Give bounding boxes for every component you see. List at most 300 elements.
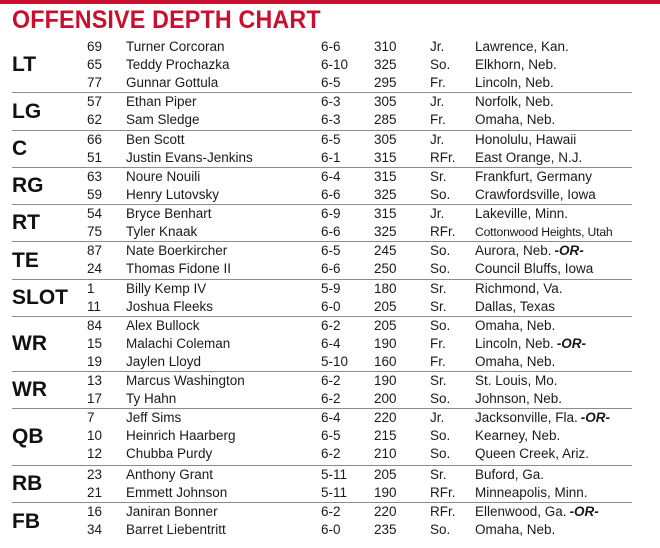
player-row — [12, 223, 632, 241]
player-name-text: Jaylen Lloyd — [126, 354, 202, 369]
player-year — [430, 353, 446, 371]
player-hometown-text: Cottonwood Heights, Utah — [475, 225, 613, 239]
player-number-text: 16 — [87, 504, 103, 519]
player-row — [12, 280, 632, 298]
player-name — [126, 223, 197, 241]
player-weight-text: 305 — [374, 132, 397, 147]
or-marker: -OR- — [580, 410, 611, 425]
player-height-text: 6-4 — [321, 410, 341, 425]
player-hometown — [475, 93, 554, 111]
player-name-text: Ethan Piper — [126, 94, 197, 109]
player-number — [87, 223, 102, 241]
player-weight — [374, 521, 397, 539]
player-name — [126, 427, 236, 445]
player-hometown — [475, 445, 589, 463]
player-weight-text: 325 — [374, 57, 397, 72]
player-height-text: 6-4 — [321, 169, 341, 184]
player-height — [321, 186, 341, 204]
player-weight-text: 305 — [374, 94, 397, 109]
player-name-text: Alex Bullock — [126, 318, 200, 333]
player-hometown — [475, 38, 569, 56]
player-height-text: 6-5 — [321, 243, 341, 258]
player-year — [430, 149, 456, 167]
player-number-text: 19 — [87, 354, 103, 369]
player-number-text: 65 — [87, 57, 103, 72]
player-year — [430, 223, 456, 241]
player-hometown-text: Crawfordsville, Iowa — [475, 187, 596, 202]
player-rows — [12, 317, 632, 371]
player-number — [87, 372, 102, 390]
player-name-text: Nate Boerkircher — [126, 243, 228, 258]
player-name — [126, 298, 213, 316]
player-year — [430, 131, 444, 149]
player-name-text: Thomas Fidone II — [126, 261, 232, 276]
player-rows — [12, 466, 632, 502]
player-row — [12, 74, 632, 92]
player-number — [87, 521, 102, 539]
player-number-text: 77 — [87, 75, 103, 90]
player-hometown — [475, 298, 555, 316]
player-year-text: Sr. — [430, 467, 447, 482]
player-weight — [374, 353, 397, 371]
player-number — [87, 38, 102, 56]
player-row — [12, 409, 632, 427]
player-height-text: 6-10 — [321, 57, 349, 72]
player-weight — [374, 298, 397, 316]
player-number-text: 24 — [87, 261, 103, 276]
player-height — [321, 168, 341, 186]
player-height-text: 6-0 — [321, 522, 341, 537]
player-weight-text: 180 — [374, 281, 397, 296]
player-name-text: Henry Lutovsky — [126, 187, 220, 202]
player-year-text: Jr. — [430, 206, 445, 221]
player-name-text: Marcus Washington — [126, 373, 245, 388]
player-number — [87, 390, 102, 408]
player-hometown-text: Johnson, Neb. — [475, 391, 563, 406]
player-hometown-text: Queen Creek, Ariz. — [475, 446, 590, 461]
player-number-text: 34 — [87, 522, 103, 537]
player-name-text: Turner Corcoran — [126, 39, 225, 54]
player-hometown-text: Council Bluffs, Iowa — [475, 261, 594, 276]
player-height — [321, 260, 341, 278]
position-group — [12, 38, 632, 93]
player-number — [87, 298, 101, 316]
player-year-text: Jr. — [430, 39, 445, 54]
position-label: RG — [12, 174, 44, 197]
player-name-text: Chubba Purdy — [126, 446, 213, 461]
player-hometown-text: Frankfurt, Germany — [475, 169, 593, 184]
player-number — [87, 111, 102, 129]
position-group — [12, 93, 632, 131]
player-year-text: Jr. — [430, 410, 445, 425]
player-height-text: 6-6 — [321, 187, 341, 202]
player-name — [126, 335, 230, 353]
player-name — [126, 317, 200, 335]
player-row — [12, 372, 632, 390]
player-year — [430, 186, 450, 204]
player-height-text: 5-11 — [321, 485, 348, 500]
player-weight-text: 205 — [374, 467, 397, 482]
position-label: TE — [12, 248, 39, 272]
player-number-text: 10 — [87, 428, 103, 443]
player-height — [321, 298, 341, 316]
player-number-text: 66 — [87, 132, 103, 147]
player-number-text: 75 — [87, 224, 103, 239]
player-weight — [374, 149, 397, 167]
player-weight — [374, 74, 397, 92]
player-year — [430, 205, 444, 223]
player-year — [430, 521, 450, 539]
player-hometown-text: Jacksonville, Fla. — [475, 410, 578, 425]
player-name — [126, 521, 226, 539]
player-name-text: Ty Hahn — [126, 391, 177, 406]
position-label: WR — [12, 378, 47, 401]
player-row — [12, 260, 632, 278]
player-number — [87, 186, 102, 204]
position-group — [12, 242, 632, 280]
player-row — [12, 298, 632, 316]
player-height — [321, 390, 341, 408]
player-year-text: So. — [430, 428, 451, 443]
player-year-text: RFr. — [430, 150, 456, 165]
player-year — [430, 298, 447, 316]
player-height-text: 6-6 — [321, 39, 341, 54]
player-weight-text: 205 — [374, 318, 397, 333]
player-year — [430, 409, 444, 427]
player-year — [430, 427, 450, 445]
player-year-text: Fr. — [430, 112, 446, 127]
player-weight — [374, 335, 397, 353]
player-year-text: So. — [430, 261, 451, 276]
player-number — [87, 409, 95, 427]
player-height-text: 6-5 — [321, 428, 341, 443]
player-weight-text: 235 — [374, 522, 397, 537]
player-row — [12, 484, 632, 502]
player-name-text: Joshua Fleeks — [126, 299, 214, 314]
player-weight — [374, 38, 397, 56]
player-name-text: Billy Kemp IV — [126, 281, 207, 296]
player-name — [126, 93, 197, 111]
player-number-text: 15 — [87, 336, 103, 351]
player-weight — [374, 111, 397, 129]
player-number — [87, 466, 102, 484]
position-group — [12, 280, 632, 317]
player-hometown-text: Omaha, Neb. — [475, 522, 556, 537]
position-group — [12, 372, 632, 409]
player-hometown — [475, 390, 562, 408]
player-number-text: 62 — [87, 112, 103, 127]
player-weight — [374, 280, 397, 298]
player-year — [430, 280, 447, 298]
player-hometown-text: Richmond, Va. — [475, 281, 563, 296]
player-height — [321, 149, 341, 167]
player-year-text: Fr. — [430, 336, 446, 351]
player-height — [321, 223, 341, 241]
player-name-text: Janiran Bonner — [126, 504, 218, 519]
player-name-text: Jeff Sims — [126, 410, 182, 425]
player-hometown — [475, 353, 555, 371]
player-name — [126, 131, 185, 149]
player-weight-text: 250 — [374, 261, 397, 276]
player-row — [12, 186, 632, 204]
player-weight — [374, 93, 397, 111]
player-number — [87, 168, 102, 186]
player-height-text: 5-9 — [321, 281, 341, 296]
player-rows — [12, 131, 632, 167]
player-height — [321, 111, 341, 129]
player-weight-text: 220 — [374, 504, 397, 519]
player-height — [321, 409, 341, 427]
player-number-text: 59 — [87, 187, 103, 202]
player-name-text: Emmett Johnson — [126, 485, 228, 500]
player-height-text: 6-3 — [321, 112, 341, 127]
player-weight — [374, 390, 397, 408]
player-name — [126, 445, 212, 463]
player-hometown — [475, 223, 612, 241]
player-number-text: 84 — [87, 318, 103, 333]
player-height-text: 5-10 — [321, 354, 349, 369]
player-hometown — [475, 168, 592, 186]
player-rows — [12, 242, 632, 278]
player-weight — [374, 131, 397, 149]
player-rows — [12, 93, 632, 129]
position-group — [12, 205, 632, 242]
player-hometown-text: Lincoln, Neb. — [475, 75, 554, 90]
player-year-text: Sr. — [430, 169, 447, 184]
player-number — [87, 149, 102, 167]
player-row — [12, 93, 632, 111]
player-weight-text: 190 — [374, 336, 397, 351]
player-height — [321, 521, 341, 539]
player-hometown-text: Omaha, Neb. — [475, 318, 556, 333]
page-title: OFFENSIVE DEPTH CHART — [12, 6, 321, 34]
position-label: FB — [12, 509, 40, 533]
player-number — [87, 335, 102, 353]
player-year-text: RFr. — [430, 504, 456, 519]
player-height — [321, 242, 341, 260]
player-hometown-text: Omaha, Neb. — [475, 112, 556, 127]
player-number — [87, 74, 102, 92]
player-year-text: Fr. — [430, 75, 446, 90]
player-hometown — [475, 521, 555, 539]
player-number — [87, 503, 102, 521]
player-weight — [374, 205, 397, 223]
player-number-text: 23 — [87, 467, 103, 482]
player-height — [321, 466, 347, 484]
player-name-text: Teddy Prochazka — [126, 57, 230, 72]
player-year-text: So. — [430, 187, 451, 202]
player-number — [87, 427, 102, 445]
player-weight-text: 245 — [374, 243, 397, 258]
player-height-text: 6-6 — [321, 224, 341, 239]
player-height-text: 6-0 — [321, 299, 341, 314]
player-hometown-text: Lincoln, Neb. — [475, 336, 554, 351]
position-label: LG — [12, 99, 42, 123]
player-number — [87, 205, 102, 223]
player-name — [126, 149, 253, 167]
player-hometown-text: Lawrence, Kan. — [475, 39, 569, 54]
player-hometown-text: Aurora, Neb. — [475, 243, 552, 258]
player-height-text: 5-11 — [321, 467, 348, 482]
position-group — [12, 317, 632, 372]
position-group — [12, 503, 632, 540]
player-hometown — [475, 242, 584, 260]
player-weight-text: 315 — [374, 206, 397, 221]
player-hometown — [475, 409, 610, 427]
player-name — [126, 38, 225, 56]
player-height-text: 6-5 — [321, 132, 341, 147]
player-hometown-text: Minneapolis, Minn. — [475, 485, 588, 500]
player-hometown-text: Norfolk, Neb. — [475, 94, 554, 109]
player-weight — [374, 427, 397, 445]
player-number — [87, 280, 95, 298]
player-rows — [12, 503, 632, 539]
player-row — [12, 168, 632, 186]
player-weight-text: 200 — [374, 391, 397, 406]
player-height — [321, 131, 341, 149]
player-row — [12, 317, 632, 335]
player-name — [126, 186, 219, 204]
player-row — [12, 131, 632, 149]
player-year — [430, 503, 456, 521]
player-year-text: So. — [430, 243, 451, 258]
title-accent-bar — [0, 0, 660, 4]
depth-chart-groups — [12, 38, 632, 540]
player-year — [430, 335, 446, 353]
player-row — [12, 111, 632, 129]
player-name — [126, 111, 200, 129]
player-height — [321, 353, 348, 371]
player-row — [12, 466, 632, 484]
player-row — [12, 335, 632, 353]
player-weight-text: 310 — [374, 39, 397, 54]
position-label: QB — [12, 425, 44, 448]
player-name — [126, 484, 227, 502]
player-number — [87, 56, 102, 74]
position-group — [12, 131, 632, 168]
player-year — [430, 484, 456, 502]
player-hometown — [475, 466, 544, 484]
player-hometown — [475, 427, 560, 445]
player-weight-text: 315 — [374, 150, 397, 165]
player-year-text: RFr. — [430, 485, 456, 500]
player-row — [12, 242, 632, 260]
player-name-text: Noure Nouili — [126, 169, 201, 184]
player-name-text: Justin Evans-Jenkins — [126, 150, 253, 165]
player-number-text: 17 — [87, 391, 103, 406]
player-hometown-text: Elkhorn, Neb. — [475, 57, 557, 72]
player-weight — [374, 242, 397, 260]
player-name-text: Barret Liebentritt — [126, 522, 226, 537]
player-height — [321, 205, 341, 223]
player-weight — [374, 372, 397, 390]
player-weight — [374, 186, 397, 204]
player-height — [321, 38, 341, 56]
position-label: RT — [12, 211, 40, 234]
player-number — [87, 484, 102, 502]
position-group — [12, 409, 632, 466]
player-name-text: Anthony Grant — [126, 467, 214, 482]
player-number-text: 87 — [87, 243, 103, 258]
position-label: SLOT — [12, 286, 68, 309]
player-weight — [374, 168, 397, 186]
player-hometown — [475, 111, 555, 129]
player-row — [12, 149, 632, 167]
position-label: RB — [12, 472, 43, 495]
or-marker: -OR- — [554, 243, 584, 258]
player-weight-text: 190 — [374, 485, 397, 500]
player-height — [321, 427, 341, 445]
player-hometown — [475, 372, 558, 390]
player-year — [430, 372, 447, 390]
player-hometown — [475, 56, 557, 74]
player-name — [126, 280, 206, 298]
player-hometown-text: Dallas, Texas — [475, 299, 556, 314]
player-row — [12, 390, 632, 408]
player-weight-text: 215 — [374, 428, 397, 443]
player-weight-text: 325 — [374, 187, 397, 202]
player-name — [126, 503, 218, 521]
player-name — [126, 242, 227, 260]
player-rows — [12, 280, 632, 316]
player-number — [87, 353, 102, 371]
player-weight-text: 315 — [374, 169, 397, 184]
position-label: LT — [12, 53, 37, 76]
player-year-text: Jr. — [430, 94, 445, 109]
player-height-text: 6-1 — [321, 150, 341, 165]
player-number-text: 69 — [87, 39, 103, 54]
player-hometown-text: Kearney, Neb. — [475, 428, 561, 443]
player-weight-text: 205 — [374, 299, 397, 314]
player-height-text: 6-2 — [321, 373, 341, 388]
player-year — [430, 466, 447, 484]
player-hometown-text: St. Louis, Mo. — [475, 373, 558, 388]
player-height-text: 6-6 — [321, 261, 341, 276]
player-name — [126, 260, 231, 278]
player-hometown — [475, 186, 596, 204]
player-name — [126, 168, 200, 186]
player-weight — [374, 466, 397, 484]
player-height — [321, 317, 341, 335]
player-number — [87, 93, 102, 111]
player-height-text: 6-3 — [321, 94, 341, 109]
player-year — [430, 317, 450, 335]
player-number-text: 12 — [87, 446, 103, 461]
player-rows — [12, 168, 632, 204]
player-weight-text: 285 — [374, 112, 397, 127]
player-hometown — [475, 74, 554, 92]
player-row — [12, 503, 632, 521]
player-hometown-text: Omaha, Neb. — [475, 354, 556, 369]
player-height — [321, 93, 341, 111]
player-name-text: Sam Sledge — [126, 112, 200, 127]
player-hometown — [475, 280, 563, 298]
player-hometown-text: Lakeville, Minn. — [475, 206, 569, 221]
player-weight-text: 295 — [374, 75, 397, 90]
player-height-text: 6-2 — [321, 318, 341, 333]
player-hometown — [475, 317, 555, 335]
player-weight-text: 220 — [374, 410, 397, 425]
player-year-text: Sr. — [430, 299, 447, 314]
or-marker: -OR- — [556, 336, 587, 351]
player-weight — [374, 484, 397, 502]
player-weight-text: 160 — [374, 354, 397, 369]
player-year — [430, 242, 450, 260]
player-rows — [12, 409, 632, 463]
player-number-text: 21 — [87, 485, 103, 500]
player-height-text: 6-2 — [321, 504, 341, 519]
player-number — [87, 260, 102, 278]
